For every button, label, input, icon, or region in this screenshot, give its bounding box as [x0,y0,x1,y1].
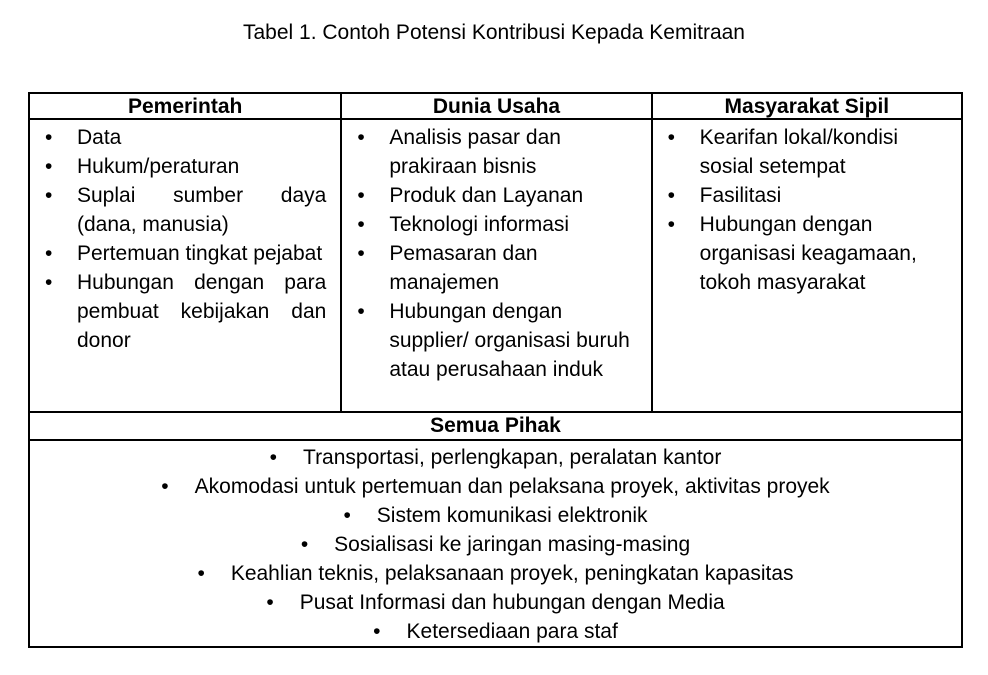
list-item [342,181,650,210]
list-item-text: Teknologi informasi [389,213,570,236]
bullet-icon: • [266,591,274,614]
list-item [30,239,340,268]
bullet-icon: • [357,300,365,323]
list-item-text: Hubungan dengan supplier/ organisasi buruh atau perusahaan induk [389,300,630,381]
bullet-icon: • [45,184,53,207]
list-item [30,501,961,530]
bullet-icon: • [373,620,381,643]
column-cell-pemerintah [30,120,340,411]
list-item-text: Sosialisasi ke jaringan masing-masing [334,533,691,556]
list-item-text: Hukum/peraturan [77,155,240,178]
list-item-text: Sistem komunikasi elektronik [376,504,648,527]
column-header-dunia-usaha: Dunia Usaha [340,94,650,120]
bullet-icon: • [667,126,676,149]
column-cell-dunia-usaha [340,120,650,411]
bullet-icon: • [161,475,169,498]
list-item [30,123,340,152]
contributions-table [28,92,963,648]
bullet-icon: • [357,184,365,207]
bullet-icon: • [45,242,53,265]
table-body-row [30,120,961,413]
list-item-text: Hubungan dengan para pembuat kebijakan dan donor [77,271,327,352]
list-item [342,123,650,181]
list-item-text: Kearifan lokal/kondisi sosial setempat [699,126,899,178]
bullet-icon: • [197,562,205,585]
list-item [342,239,650,297]
list-item [30,152,340,181]
bullet-icon: • [300,533,309,556]
list-item [653,210,961,297]
bullet-icon: • [357,213,365,236]
list-item [30,181,340,239]
column-header-masyarakat-sipil: Masyarakat Sipil [651,94,961,120]
bullet-icon: • [357,126,365,149]
list-item [30,472,961,501]
list-item [342,297,650,384]
bullet-icon: • [357,242,365,265]
list-item-text: Produk dan Layanan [389,184,584,207]
footer-cell-semua-pihak [30,441,961,646]
table-title: Tabel 1. Contoh Potensi Kontribusi Kepada Kemitraan [243,21,745,44]
list-item-text: Hubungan dengan organisasi keagamaan, tokoh masyarakat [699,213,917,294]
bullet-icon: • [343,504,351,527]
list-item-text: Pemasaran dan manajemen [389,242,538,294]
list-item [30,268,340,355]
bullet-icon: • [269,446,278,469]
bullet-icon: • [45,271,53,294]
bullet-icon: • [667,184,676,207]
list-item-text: Fasilitasi [699,184,782,207]
list-item-text: Pertemuan tingkat pejabat [77,242,323,265]
list-item-text: Transportasi, perlengkapan, peralatan kantor [303,446,722,469]
list-item-text: Suplai sumber daya (dana, manusia) [77,184,327,236]
list-item-text: Keahlian teknis, pelaksanaan proyek, peningkatan kapasitas [230,562,794,585]
list-item-text: Ketersediaan para staf [406,620,618,643]
list-item [30,617,961,646]
bullet-icon: • [667,213,676,236]
list-item-text: Analisis pasar dan prakiraan bisnis [389,126,561,178]
footer-header-semua-pihak: Semua Pihak [30,413,961,441]
column-cell-masyarakat-sipil [651,120,961,411]
list-item [342,210,650,239]
list-item-text: Pusat Informasi dan hubungan dengan Media [299,591,725,614]
list-item [653,123,961,181]
list-item [30,559,961,588]
bullet-icon: • [45,155,53,178]
list-item-text: Data [77,126,122,149]
list-item [30,588,961,617]
list-item [30,530,961,559]
column-header-pemerintah: Pemerintah [30,94,340,120]
bullet-icon: • [45,126,53,149]
list-item-text: Akomodasi untuk pertemuan dan pelaksana proyek, aktivitas proyek [194,475,830,498]
list-item [30,443,961,472]
table-header-row [30,94,961,120]
list-item [653,181,961,210]
